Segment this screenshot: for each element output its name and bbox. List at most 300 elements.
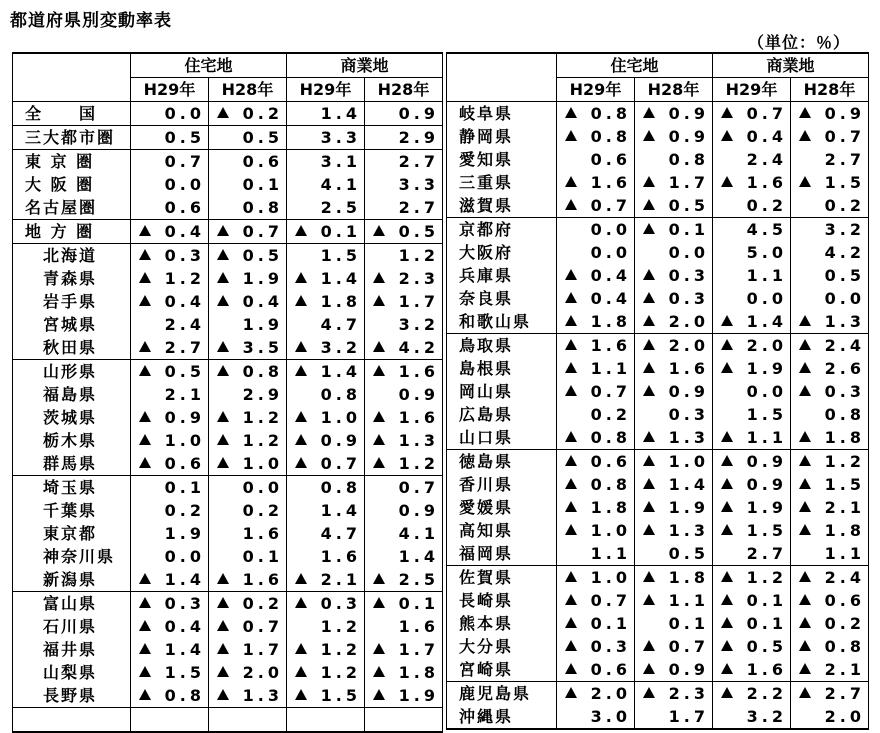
rate-value: 1.5 xyxy=(824,172,865,192)
rate-commercial-h28: 2.7 xyxy=(365,150,443,174)
rate-commercial-h29: 2.4 xyxy=(713,148,791,171)
rate-value: 1.7 xyxy=(242,639,283,659)
negative-triangle-icon xyxy=(799,478,811,489)
rate-residential-h29: 3.0 xyxy=(557,705,635,729)
negative-triangle-icon xyxy=(565,107,577,118)
table-row xyxy=(447,241,869,264)
negative-triangle-icon xyxy=(139,457,151,468)
rate-residential-h28: 0.0 xyxy=(209,476,287,500)
negative-triangle-icon xyxy=(721,594,733,605)
negative-triangle-icon xyxy=(217,249,229,260)
rate-residential-h28: 0.5 xyxy=(635,542,713,566)
negative-triangle-icon xyxy=(565,362,577,373)
negative-triangle-icon xyxy=(799,501,811,512)
rate-commercial-h28: 3.2 xyxy=(365,313,443,336)
right-rate-table xyxy=(446,52,869,730)
rate-value: 0.8 xyxy=(824,636,865,656)
rate-residential-h29: 0.7 xyxy=(131,150,209,174)
rate-commercial-h28: 0.0 xyxy=(791,287,869,310)
rate-value: 0.4 xyxy=(164,221,205,241)
rate-commercial-h29 xyxy=(713,473,791,496)
table-row xyxy=(13,220,443,244)
rate-commercial-h29 xyxy=(287,592,365,616)
prefecture-name: 東京都 xyxy=(13,522,131,545)
rate-commercial-h29 xyxy=(287,336,365,360)
negative-triangle-icon xyxy=(799,339,811,350)
table-row xyxy=(447,519,869,542)
rate-value: 0.1 xyxy=(590,613,631,633)
rate-commercial-h28 xyxy=(365,429,443,452)
prefecture-name: 宮崎県 xyxy=(447,658,557,682)
prefecture-name: 宮城県 xyxy=(13,313,131,336)
rate-value: 0.3 xyxy=(824,381,865,401)
table-row xyxy=(13,150,443,174)
negative-triangle-icon xyxy=(295,666,307,677)
negative-triangle-icon xyxy=(373,341,385,352)
rate-value: 0.9 xyxy=(668,103,709,123)
rate-residential-h28 xyxy=(635,589,713,612)
rate-value: 1.2 xyxy=(824,451,865,471)
rate-commercial-h28: 3.2 xyxy=(791,218,869,242)
rate-value: 0.9 xyxy=(164,407,205,427)
negative-triangle-icon xyxy=(799,594,811,605)
prefecture-name: 岩手県 xyxy=(13,290,131,313)
table-row xyxy=(13,568,443,592)
rate-value: 2.6 xyxy=(824,358,865,378)
rate-commercial-h29 xyxy=(713,519,791,542)
rate-commercial-h29 xyxy=(713,682,791,706)
rate-commercial-h29: 4.7 xyxy=(287,313,365,336)
rate-commercial-h29 xyxy=(713,612,791,635)
negative-triangle-icon xyxy=(799,455,811,466)
table-row xyxy=(13,102,443,126)
rate-commercial-h28 xyxy=(791,519,869,542)
rate-commercial-h28 xyxy=(791,635,869,658)
rate-commercial-h29 xyxy=(287,290,365,313)
rate-commercial-h28 xyxy=(791,334,869,358)
negative-triangle-icon xyxy=(721,362,733,373)
rate-residential-h28 xyxy=(635,566,713,590)
rate-value: 2.5 xyxy=(398,569,439,589)
negative-triangle-icon xyxy=(721,617,733,628)
rate-commercial-h29 xyxy=(713,357,791,380)
rate-value: 1.3 xyxy=(242,685,283,705)
rate-residential-h29 xyxy=(131,592,209,616)
prefecture-name: 沖縄県 xyxy=(447,705,557,729)
table-row xyxy=(447,218,869,242)
rate-value: 1.9 xyxy=(398,685,439,705)
rate-commercial-h28 xyxy=(365,592,443,616)
rate-commercial-h28: 0.9 xyxy=(365,102,443,126)
prefecture-name: 北海道 xyxy=(13,244,131,268)
rate-commercial-h28 xyxy=(365,336,443,360)
rate-value: 1.0 xyxy=(164,430,205,450)
prefecture-name: 広島県 xyxy=(447,403,557,426)
rate-residential-h29 xyxy=(557,171,635,194)
rate-residential-h29: 2.4 xyxy=(131,313,209,336)
rate-commercial-h29: 4.7 xyxy=(287,522,365,545)
negative-triangle-icon xyxy=(721,687,733,698)
rate-commercial-h28: 4.1 xyxy=(365,522,443,545)
rate-value: 0.5 xyxy=(746,636,787,656)
negative-triangle-icon xyxy=(565,687,577,698)
rate-commercial-h29 xyxy=(287,568,365,592)
negative-triangle-icon xyxy=(295,643,307,654)
rate-value: 0.2 xyxy=(242,103,283,123)
rate-value: 1.6 xyxy=(746,172,787,192)
prefecture-name: 島根県 xyxy=(447,357,557,380)
rate-value: 1.4 xyxy=(164,639,205,659)
negative-triangle-icon xyxy=(799,687,811,698)
negative-triangle-icon xyxy=(799,176,811,187)
rate-residential-h28 xyxy=(635,635,713,658)
negative-triangle-icon xyxy=(799,640,811,651)
negative-triangle-icon xyxy=(643,315,655,326)
rate-value: 2.1 xyxy=(824,659,865,679)
negative-triangle-icon xyxy=(373,434,385,445)
table-row xyxy=(13,592,443,616)
negative-triangle-icon xyxy=(799,617,811,628)
rate-residential-h29: 0.0 xyxy=(131,545,209,568)
rate-residential-h28 xyxy=(209,615,287,638)
rate-value: 1.6 xyxy=(398,361,439,381)
negative-triangle-icon xyxy=(565,431,577,442)
rate-value: 0.8 xyxy=(164,685,205,705)
rate-residential-h29: 0.5 xyxy=(131,126,209,150)
table-row xyxy=(447,473,869,496)
rate-residential-h29 xyxy=(131,336,209,360)
rate-value: 1.4 xyxy=(746,311,787,331)
rate-commercial-h29: 0.8 xyxy=(287,476,365,500)
negative-triangle-icon xyxy=(295,434,307,445)
rate-residential-h29 xyxy=(557,264,635,287)
negative-triangle-icon xyxy=(373,225,385,236)
rate-residential-h29: 0.0 xyxy=(557,241,635,264)
negative-triangle-icon xyxy=(721,176,733,187)
rate-commercial-h28: 1.1 xyxy=(791,542,869,566)
rate-residential-h29 xyxy=(557,426,635,450)
negative-triangle-icon xyxy=(721,130,733,141)
rate-commercial-h28 xyxy=(365,290,443,313)
rate-commercial-h28: 1.2 xyxy=(365,244,443,268)
rate-commercial-h28 xyxy=(791,473,869,496)
header-commercial-h28: H28年 xyxy=(791,78,869,102)
negative-triangle-icon xyxy=(217,597,229,608)
prefecture-name: 群馬県 xyxy=(13,452,131,476)
negative-triangle-icon xyxy=(217,411,229,422)
negative-triangle-icon xyxy=(295,457,307,468)
negative-triangle-icon xyxy=(217,295,229,306)
header-residential-h28: H28年 xyxy=(209,78,287,102)
negative-triangle-icon xyxy=(799,571,811,582)
prefecture-name: 和歌山県 xyxy=(447,310,557,334)
table-row xyxy=(447,125,869,148)
rate-commercial-h28 xyxy=(791,566,869,590)
rate-value: 1.5 xyxy=(164,662,205,682)
rate-value: 0.7 xyxy=(746,103,787,123)
rate-commercial-h28 xyxy=(791,496,869,519)
rate-residential-h29 xyxy=(557,194,635,218)
rate-residential-h29: 0.2 xyxy=(131,499,209,522)
table-row xyxy=(13,545,443,568)
negative-triangle-icon xyxy=(139,620,151,631)
header-residential-h28: H28年 xyxy=(635,78,713,102)
rate-commercial-h28: 1.4 xyxy=(365,545,443,568)
prefecture-name: 山梨県 xyxy=(13,661,131,684)
rate-commercial-h28: 2.9 xyxy=(365,126,443,150)
rate-value: 0.6 xyxy=(590,451,631,471)
table-row xyxy=(447,264,869,287)
rate-value: 0.6 xyxy=(824,590,865,610)
rate-value: 1.2 xyxy=(242,430,283,450)
rate-commercial-h29: 1.5 xyxy=(713,403,791,426)
rate-value: 0.8 xyxy=(590,427,631,447)
rate-value: 2.0 xyxy=(746,335,787,355)
rate-value: 0.3 xyxy=(164,593,205,613)
rate-residential-h29 xyxy=(131,708,209,733)
negative-triangle-icon xyxy=(799,663,811,674)
negative-triangle-icon xyxy=(373,457,385,468)
rate-residential-h28 xyxy=(209,290,287,313)
rate-residential-h28 xyxy=(635,287,713,310)
rate-value: 0.9 xyxy=(824,103,865,123)
rate-value: 0.8 xyxy=(242,361,283,381)
rate-commercial-h28 xyxy=(791,357,869,380)
negative-triangle-icon xyxy=(565,292,577,303)
rate-value: 1.4 xyxy=(320,361,361,381)
rate-commercial-h29: 0.0 xyxy=(713,287,791,310)
header-commercial: 商業地 xyxy=(287,53,443,78)
rate-commercial-h29 xyxy=(713,450,791,474)
rate-value: 1.8 xyxy=(590,497,631,517)
negative-triangle-icon xyxy=(373,597,385,608)
prefecture-name: 富山県 xyxy=(13,592,131,616)
rate-value: 1.2 xyxy=(320,639,361,659)
rate-commercial-h29 xyxy=(713,334,791,358)
rate-commercial-h29: 4.5 xyxy=(713,218,791,242)
rate-residential-h29 xyxy=(557,496,635,519)
negative-triangle-icon xyxy=(217,643,229,654)
negative-triangle-icon xyxy=(373,411,385,422)
rate-value: 1.6 xyxy=(242,569,283,589)
negative-triangle-icon xyxy=(373,689,385,700)
rate-commercial-h29: 2.5 xyxy=(287,196,365,220)
rate-residential-h28: 0.6 xyxy=(209,150,287,174)
table-row xyxy=(447,102,869,126)
rate-value: 1.6 xyxy=(590,172,631,192)
rate-commercial-h28: 2.7 xyxy=(791,148,869,171)
negative-triangle-icon xyxy=(295,689,307,700)
rate-residential-h28: 0.8 xyxy=(209,196,287,220)
negative-triangle-icon xyxy=(643,478,655,489)
rate-commercial-h28: 1.6 xyxy=(365,615,443,638)
rate-value: 0.8 xyxy=(590,103,631,123)
rate-residential-h29: 0.2 xyxy=(557,403,635,426)
table-row xyxy=(447,658,869,682)
rate-residential-h28 xyxy=(209,638,287,661)
rate-commercial-h28: 4.2 xyxy=(791,241,869,264)
rate-residential-h29 xyxy=(557,334,635,358)
rate-value: 0.4 xyxy=(746,126,787,146)
rate-value: 1.3 xyxy=(824,311,865,331)
rate-residential-h29 xyxy=(131,267,209,290)
rate-value: 0.4 xyxy=(164,291,205,311)
prefecture-name: 東 京 圏 xyxy=(13,150,131,174)
rate-residential-h28: 1.7 xyxy=(635,705,713,729)
rate-commercial-h29: 3.1 xyxy=(287,150,365,174)
rate-value: 0.3 xyxy=(668,265,709,285)
rate-value: 1.6 xyxy=(746,659,787,679)
rate-residential-h28: 0.8 xyxy=(635,148,713,171)
rate-commercial-h29 xyxy=(713,171,791,194)
header-residential: 住宅地 xyxy=(557,53,713,78)
rate-value: 0.6 xyxy=(590,659,631,679)
negative-triangle-icon xyxy=(799,385,811,396)
rate-value: 1.5 xyxy=(746,520,787,540)
table-row xyxy=(447,403,869,426)
negative-triangle-icon xyxy=(139,272,151,283)
negative-triangle-icon xyxy=(217,107,229,118)
table-row xyxy=(13,452,443,476)
negative-triangle-icon xyxy=(295,411,307,422)
negative-triangle-icon xyxy=(217,457,229,468)
rate-value: 2.0 xyxy=(668,335,709,355)
prefecture-name xyxy=(13,708,131,733)
rate-commercial-h29 xyxy=(287,708,365,733)
rate-residential-h29 xyxy=(557,658,635,682)
rate-residential-h29: 1.9 xyxy=(131,522,209,545)
rate-residential-h28 xyxy=(635,658,713,682)
negative-triangle-icon xyxy=(295,341,307,352)
prefecture-name: 福島県 xyxy=(13,383,131,406)
rate-value: 1.7 xyxy=(398,639,439,659)
table-row xyxy=(13,499,443,522)
rate-commercial-h28 xyxy=(365,568,443,592)
rate-value: 2.0 xyxy=(668,311,709,331)
negative-triangle-icon xyxy=(643,176,655,187)
rate-value: 1.9 xyxy=(242,268,283,288)
rate-residential-h29 xyxy=(557,635,635,658)
rate-value: 0.2 xyxy=(824,613,865,633)
rate-value: 0.7 xyxy=(824,126,865,146)
rate-residential-h28 xyxy=(209,336,287,360)
rate-residential-h28: 0.1 xyxy=(209,545,287,568)
rate-residential-h29 xyxy=(131,360,209,384)
rate-residential-h29 xyxy=(131,684,209,708)
table-row xyxy=(13,406,443,429)
negative-triangle-icon xyxy=(643,687,655,698)
header-commercial-h29: H29年 xyxy=(287,78,365,102)
rate-commercial-h28 xyxy=(365,708,443,733)
negative-triangle-icon xyxy=(565,385,577,396)
rate-value: 1.9 xyxy=(746,358,787,378)
rate-value: 1.1 xyxy=(746,427,787,447)
rate-residential-h29 xyxy=(557,380,635,403)
prefecture-name: 徳島県 xyxy=(447,450,557,474)
table-row xyxy=(447,334,869,358)
rate-commercial-h29: 1.1 xyxy=(713,264,791,287)
prefecture-name: 高知県 xyxy=(447,519,557,542)
table-row xyxy=(447,450,869,474)
negative-triangle-icon xyxy=(643,199,655,210)
rate-commercial-h29: 4.1 xyxy=(287,173,365,196)
rate-residential-h28 xyxy=(209,267,287,290)
negative-triangle-icon xyxy=(721,640,733,651)
rate-residential-h28 xyxy=(635,310,713,334)
rate-residential-h28 xyxy=(635,171,713,194)
table-row xyxy=(447,426,869,450)
rate-commercial-h29: 0.0 xyxy=(713,380,791,403)
rate-commercial-h28: 0.9 xyxy=(365,499,443,522)
rate-residential-h28 xyxy=(635,380,713,403)
rate-commercial-h29 xyxy=(287,406,365,429)
rate-residential-h29 xyxy=(557,357,635,380)
prefecture-name: 滋賀県 xyxy=(447,194,557,218)
rate-value: 1.7 xyxy=(398,291,439,311)
prefecture-name: 香川県 xyxy=(447,473,557,496)
rate-commercial-h28 xyxy=(365,684,443,708)
prefecture-name: 鳥取県 xyxy=(447,334,557,358)
rate-commercial-h28 xyxy=(791,450,869,474)
rate-commercial-h29: 1.2 xyxy=(287,615,365,638)
rate-commercial-h28 xyxy=(365,406,443,429)
rate-value: 0.6 xyxy=(164,453,205,473)
negative-triangle-icon xyxy=(217,365,229,376)
rate-commercial-h29: 0.8 xyxy=(287,383,365,406)
rate-commercial-h28 xyxy=(791,612,869,635)
rate-value: 1.5 xyxy=(824,474,865,494)
rate-value: 1.8 xyxy=(824,427,865,447)
negative-triangle-icon xyxy=(643,385,655,396)
rate-commercial-h28 xyxy=(365,638,443,661)
rate-value: 1.2 xyxy=(242,407,283,427)
rate-residential-h28 xyxy=(209,406,287,429)
rate-residential-h28 xyxy=(209,429,287,452)
negative-triangle-icon xyxy=(139,365,151,376)
rate-residential-h29 xyxy=(557,125,635,148)
table-row xyxy=(13,429,443,452)
negative-triangle-icon xyxy=(721,339,733,350)
negative-triangle-icon xyxy=(295,225,307,236)
rate-residential-h29: 1.1 xyxy=(557,542,635,566)
prefecture-name: 山口県 xyxy=(447,426,557,450)
rate-value: 1.6 xyxy=(398,407,439,427)
header-blank xyxy=(13,53,131,102)
negative-triangle-icon xyxy=(721,107,733,118)
rate-residential-h29: 0.6 xyxy=(557,148,635,171)
prefecture-name: 福岡県 xyxy=(447,542,557,566)
table-row xyxy=(447,171,869,194)
rate-commercial-h29: 2.7 xyxy=(713,542,791,566)
rate-residential-h28 xyxy=(209,220,287,244)
negative-triangle-icon xyxy=(295,573,307,584)
negative-triangle-icon xyxy=(217,620,229,631)
rate-commercial-h29 xyxy=(713,566,791,590)
rate-value: 1.8 xyxy=(320,291,361,311)
negative-triangle-icon xyxy=(139,597,151,608)
rate-value: 1.8 xyxy=(668,567,709,587)
negative-triangle-icon xyxy=(217,341,229,352)
rate-residential-h28 xyxy=(635,450,713,474)
negative-triangle-icon xyxy=(721,431,733,442)
rate-value: 0.9 xyxy=(320,430,361,450)
table-row xyxy=(13,290,443,313)
negative-triangle-icon xyxy=(373,365,385,376)
rate-residential-h28 xyxy=(209,592,287,616)
rate-value: 0.1 xyxy=(320,221,361,241)
rate-value: 2.3 xyxy=(398,268,439,288)
unit-label: （単位：％） xyxy=(747,33,850,52)
